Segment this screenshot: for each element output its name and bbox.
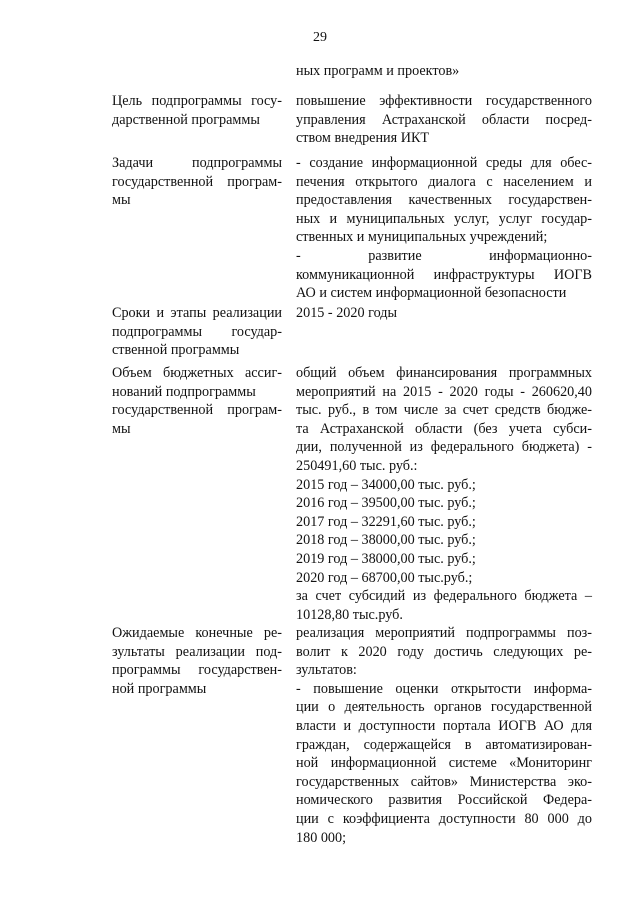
continuation-line: ных программ и проектов» — [296, 63, 460, 79]
label-line: нований подпрограммы — [112, 383, 256, 400]
value-line: та Астраханской области (без учета субси- — [296, 420, 592, 437]
row-value — [296, 364, 592, 624]
value-line: предоставления качественных государствен- — [296, 192, 592, 209]
row-value — [296, 304, 592, 323]
value-line: общий объем финансирования программных — [296, 365, 592, 381]
value-line: тыс. руб., в том числе за счет средств бюдже- — [296, 402, 592, 419]
value-line: 2017 год – 32291,60 тыс. руб.; — [296, 513, 476, 530]
row-value — [296, 624, 592, 847]
value-line: ством внедрения ИКТ — [296, 130, 430, 147]
value-line: 2018 год – 38000,00 тыс. руб.; — [296, 532, 476, 549]
value-line: 2019 год – 38000,00 тыс. руб.; — [296, 550, 476, 567]
label-line: Сроки и этапы реализации — [112, 305, 282, 321]
value-line: 180 000; — [296, 829, 347, 846]
label-line: государственной програм- — [112, 402, 282, 419]
value-line: - создание информационной среды для обес- — [296, 155, 592, 171]
value-line: зультатов: — [296, 662, 357, 679]
value-line: 250491,60 тыс. руб.: — [296, 457, 418, 474]
row-label — [112, 624, 282, 698]
row-label — [112, 304, 282, 360]
label-line: зультаты реализации под- — [112, 643, 282, 660]
value-line: 2016 год – 39500,00 тыс. руб.; — [296, 495, 476, 512]
label-line: ственной программы — [112, 342, 240, 359]
label-line: Цель подпрограммы госу- — [112, 93, 282, 109]
value-line: 2015 год – 34000,00 тыс. руб.; — [296, 476, 476, 493]
row-label — [112, 92, 282, 129]
label-line: Ожидаемые конечные ре- — [112, 625, 282, 641]
value-line: 2020 год – 68700,00 тыс.руб.; — [296, 569, 473, 586]
label-line: Задачи подпрограммы — [112, 155, 282, 171]
page-number: 29 — [313, 30, 327, 45]
row-value — [296, 154, 592, 303]
label-line: ной программы — [112, 680, 207, 697]
label-line: Объем бюджетных ассиг- — [112, 365, 282, 381]
row-label — [112, 364, 282, 438]
value-line: за счет субсидий из федерального бюджета – — [296, 588, 592, 605]
value-line: дии, полученной из федерального бюджета) - — [296, 439, 592, 456]
value-line: повышение эффективности государственного — [296, 93, 592, 109]
label-line: мы — [112, 420, 131, 437]
value-line: ции о деятельность органов государственной — [296, 699, 592, 716]
value-line: печения открытого диалога с населением и — [296, 173, 592, 190]
continuation-text — [296, 62, 592, 81]
label-line: государственной програм- — [112, 173, 282, 190]
value-line: - повышение оценки открытости информа- — [296, 680, 592, 697]
label-line: мы — [112, 192, 131, 209]
value-line: 2015 - 2020 годы — [296, 305, 398, 321]
label-line: дарственной программы — [112, 111, 260, 128]
row-label — [112, 154, 282, 210]
value-line: ственных и муниципальных учреждений; — [296, 229, 548, 246]
value-line: мероприятий на 2015 - 2020 годы - 260620,40 — [296, 383, 592, 400]
label-line: подпрограммы государ- — [112, 323, 282, 340]
value-line: 10128,80 тыс.руб. — [296, 606, 403, 623]
value-line: ных и муниципальных услуг, услуг государ- — [296, 210, 592, 227]
value-line: - развитие информационно- — [296, 247, 592, 264]
label-line: программы государствен- — [112, 662, 282, 679]
row-value — [296, 92, 592, 148]
value-line: власти и доступности портала ИОГВ АО для — [296, 717, 592, 734]
value-line: номического развития Российской Федера- — [296, 792, 592, 809]
value-line: АО и систем информационной безопасности — [296, 285, 567, 302]
value-line: граждан, содержащейся в автоматизирован- — [296, 736, 592, 753]
value-line: ной информационной системе «Мониторинг — [296, 755, 592, 772]
value-line: государственных сайтов» Министерства эко- — [296, 773, 592, 790]
value-line: управления Астраханской области посред- — [296, 111, 592, 128]
value-line: коммуникационной инфраструктуры ИОГВ — [296, 266, 592, 283]
value-line: волит к 2020 году достичь следующих ре- — [296, 643, 592, 660]
value-line: ции с коэффициента доступности 80 000 до — [296, 810, 592, 827]
value-line: реализация мероприятий подпрограммы поз- — [296, 625, 592, 641]
